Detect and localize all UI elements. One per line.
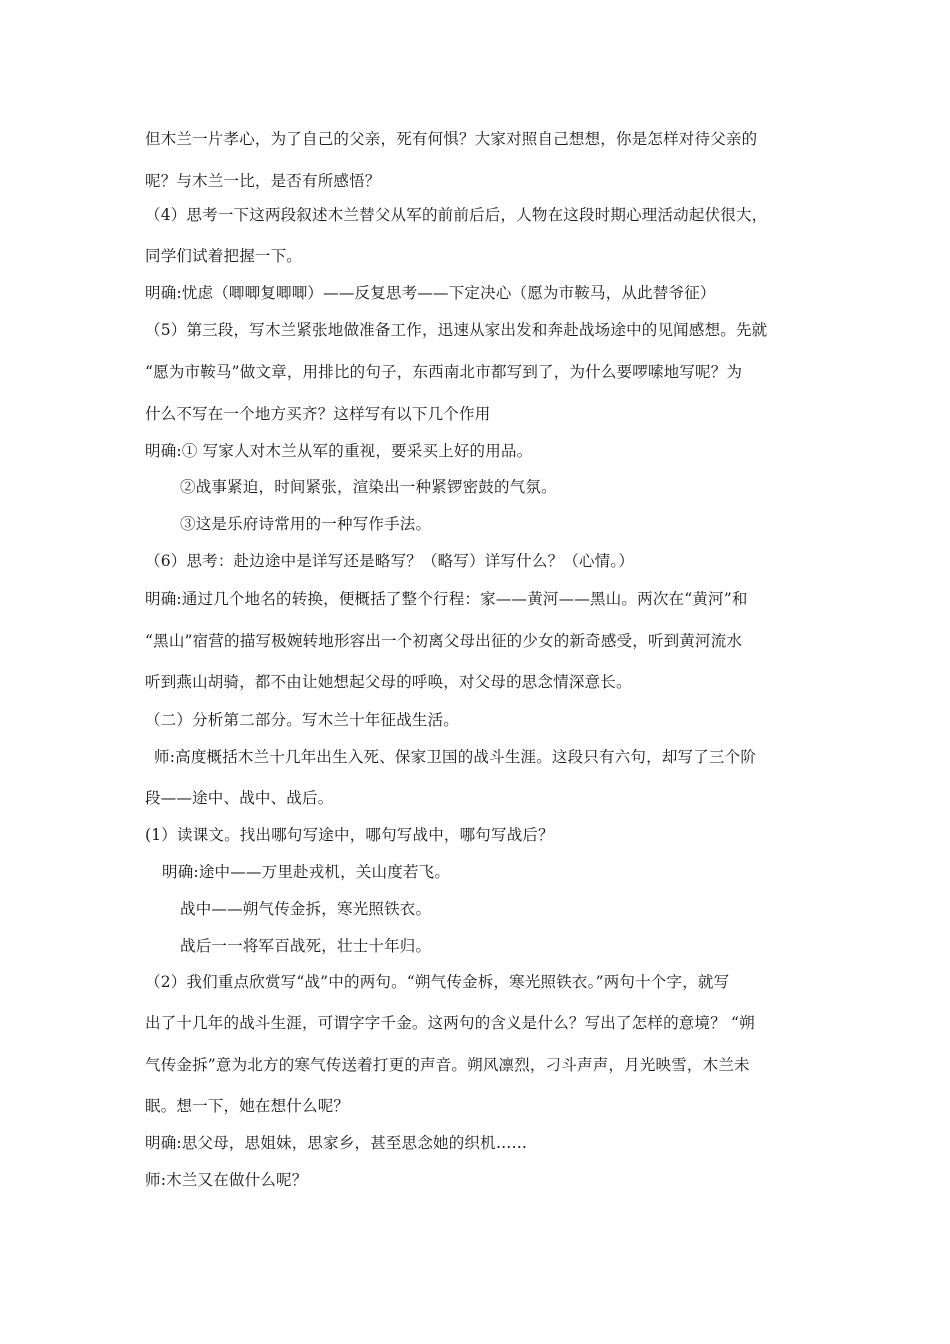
text-line: 气传金拆”意为北方的寒气传送着打更的声音。朔风凛烈，刁斗声声，月光映雪，木兰未 [145,1056,750,1074]
text-line: 但木兰一片孝心，为了自己的父亲，死有何惧？大家对照自己想想，你是怎样对待父亲的 [145,130,758,148]
text-line: 呢？与木兰一比，是否有所感悟？ [145,172,381,190]
text-line: “黑山”宿营的描写极婉转地形容出一个初离父母出征的少女的新奇感受，听到黄河流水 [145,632,743,650]
text-line: ②战事紧迫，时间紧张，渲染出一种紧锣密鼓的气氛。 [180,478,557,496]
text-line: (1）读课文。找出哪句写途中，哪句写战中，哪句写战后？ [145,826,554,844]
text-line: （5）第三段，写木兰紧张地做准备工作，迅速从家出发和奔赴战场途中的见闻感想。先就 [145,321,768,339]
text-line: （4）思考一下这两段叙述木兰替父从军的前前后后，人物在这段时期心理活动起伏很大， [145,206,768,224]
text-line: （二）分析第二部分。写木兰十年征战生活。 [145,711,460,729]
text-line: 战后一一将军百战死，壮士十年归。 [180,937,432,955]
text-line: （2）我们重点欣赏写“战”中的两句。“朔气传金柝，寒光照铁衣。”两句十个字，就写 [145,973,730,991]
text-line: 段——途中、战中、战后。 [145,789,334,807]
text-line: 师:木兰又在做什么呢？ [145,1171,308,1189]
text-line: 师:高度概括木兰十几年出生入死、保家卫国的战斗生涯。这段只有六句，却写了三个阶 [154,748,757,766]
text-line: 明确:途中——万里赴戎机，关山度若飞。 [162,863,451,881]
text-line: ③这是乐府诗常用的一种写作手法。 [180,515,432,533]
text-line: “愿为市鞍马”做文章，用排比的句子，东西南北市都写到了，为什么要啰嗦地写呢？为 [145,363,743,381]
text-line: （6）思考：赴边途中是详写还是略写？（略写）详写什么？（心情。） [145,552,635,570]
text-line: 战中——朔气传金拆，寒光照铁衣。 [180,900,432,918]
text-line: 明确:① 写家人对木兰从军的重视，要采买上好的用品。 [145,442,533,460]
text-line: 明确:通过几个地名的转换，便概括了整个行程：家——黄河——黑山。两次在“黄河”和 [145,590,748,608]
text-line: 明确:忧虑（唧唧复唧唧）——反复思考——下定决心（愿为市鞍马，从此替爷征） [145,284,716,302]
text-line: 什么不写在一个地方买齐？这样写有以下几个作用 [145,405,491,423]
text-line: 明确:思父母，思姐妹，思家乡，甚至思念她的织机…… [145,1134,528,1152]
text-line: 出了十几年的战斗生涯，可谓字字千金。这两句的含义是什么？写出了怎样的意境？ “朔 [145,1014,755,1032]
text-line: 听到燕山胡骑，都不由让她想起父母的呼唤，对父母的思念情深意长。 [145,673,632,691]
text-line: 眠。想一下，她在想什么呢？ [145,1097,350,1115]
text-line: 同学们试着把握一下。 [145,247,303,265]
